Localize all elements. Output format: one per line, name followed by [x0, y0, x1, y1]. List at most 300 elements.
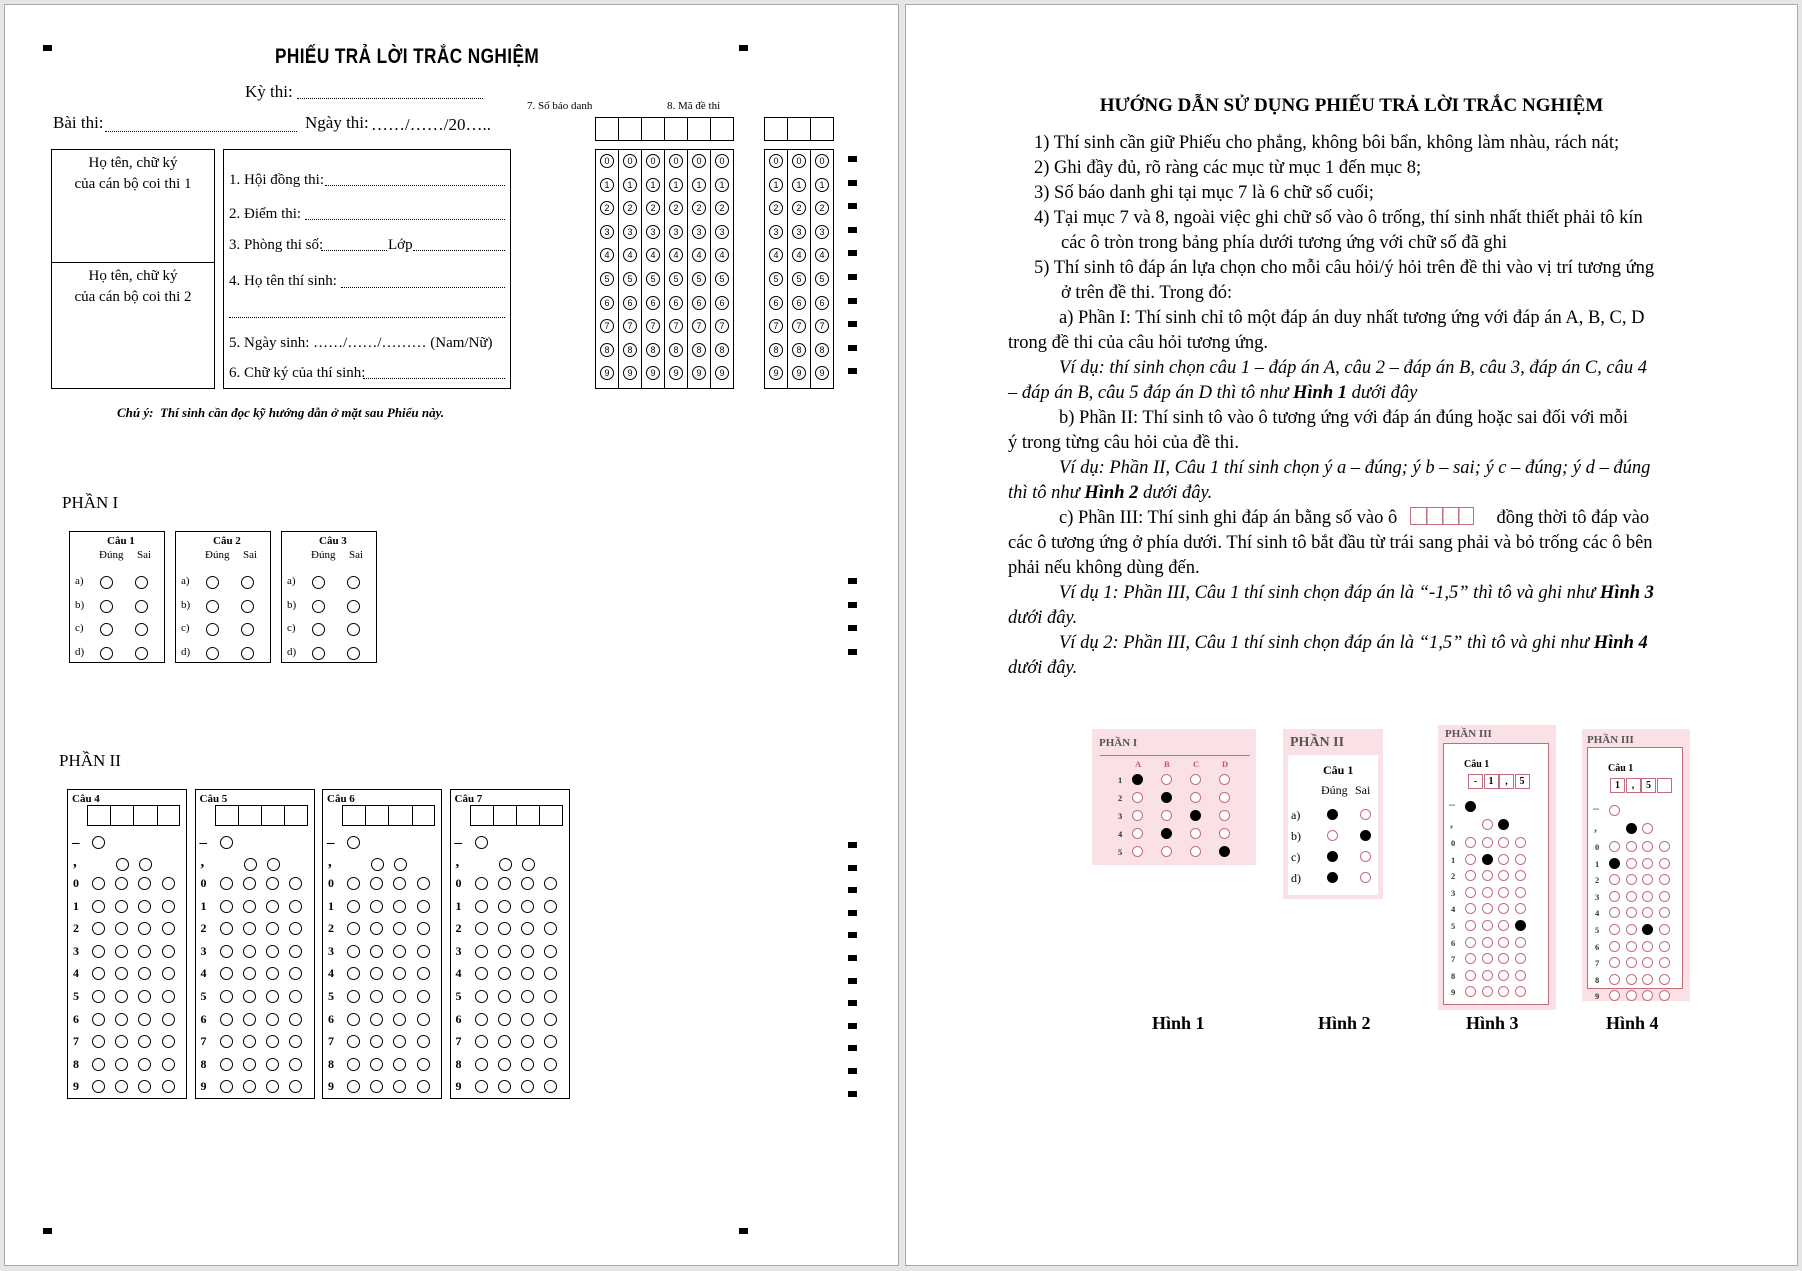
part2-digit-bubble[interactable] — [475, 945, 488, 958]
figure-digit-bubble — [1482, 903, 1493, 914]
part2-digit-bubble[interactable] — [347, 900, 360, 913]
guide-b-1: b) Phần II: Thí sinh tô vào ô tương ứng với đáp án đúng hoặc sai đối với mỗi — [1059, 408, 1629, 428]
sbd-bubble[interactable]: 0 — [715, 154, 729, 168]
part2-digit-bubble[interactable] — [475, 1080, 488, 1093]
part2-digit-bubble[interactable] — [92, 877, 105, 890]
part2-comma-bubble[interactable] — [394, 858, 407, 871]
part2-digit-bubble[interactable] — [498, 945, 511, 958]
ho-ten-label: 4. Họ tên thí sinh: — [229, 273, 337, 289]
made-bubble[interactable]: 5 — [792, 272, 806, 286]
figure-digit-bubble — [1659, 874, 1670, 885]
part2-digit-bubble[interactable] — [370, 945, 383, 958]
part1-dung-bubble[interactable] — [312, 576, 325, 589]
part2-digit-bubble[interactable] — [544, 1013, 557, 1026]
part2-digit-bubble[interactable] — [521, 990, 534, 1003]
part2-digit-bubble[interactable] — [266, 945, 279, 958]
part2-digit-bubble[interactable] — [347, 990, 360, 1003]
figure-write-box: - — [1468, 774, 1483, 789]
figure-digit-bubble — [1515, 986, 1526, 997]
part1-sai-bubble[interactable] — [347, 576, 360, 589]
part2-digit-bubble[interactable] — [266, 900, 279, 913]
part2-digit-bubble[interactable] — [417, 1013, 430, 1026]
part2-box-divider — [516, 805, 517, 826]
sbd-bubble[interactable]: 5 — [669, 272, 683, 286]
part2-digit-bubble[interactable] — [115, 1013, 128, 1026]
part2-digit-bubble[interactable] — [162, 990, 175, 1003]
made-write-boxes[interactable] — [764, 117, 834, 141]
made-bubble[interactable]: 0 — [815, 154, 829, 168]
part1-dung-bubble[interactable] — [206, 623, 219, 636]
part2-digit-bubble[interactable] — [220, 1035, 233, 1048]
part2-digit-bubble[interactable] — [417, 1035, 430, 1048]
part1-dung-bubble[interactable] — [312, 623, 325, 636]
part1-sai-bubble[interactable] — [135, 576, 148, 589]
sbd-bubble[interactable]: 2 — [715, 201, 729, 215]
part2-digit-bubble[interactable] — [243, 1035, 256, 1048]
part2-digit-bubble[interactable] — [521, 1058, 534, 1071]
part2-digit-bubble[interactable] — [289, 990, 302, 1003]
part2-digit-bubble[interactable] — [162, 1013, 175, 1026]
part2-digit-bubble[interactable] — [115, 945, 128, 958]
part2-digit-bubble[interactable] — [289, 877, 302, 890]
part1-dung-bubble[interactable] — [312, 600, 325, 613]
part2-digit-label: 5 — [455, 989, 462, 1003]
part2-digit-bubble[interactable] — [521, 900, 534, 913]
part2-digit-bubble[interactable] — [162, 1058, 175, 1071]
made-bubble[interactable]: 3 — [815, 225, 829, 239]
part1-option-label: d) — [75, 645, 85, 658]
sbd-bubble[interactable]: 9 — [600, 366, 614, 380]
part2-digit-label: 1 — [328, 898, 334, 913]
part2-digit-bubble[interactable] — [544, 900, 557, 913]
part2-digit-bubble[interactable] — [243, 1058, 256, 1071]
part1-dung-bubble[interactable] — [100, 600, 113, 613]
part2-digit-bubble[interactable] — [475, 990, 488, 1003]
sbd-bubble[interactable]: 7 — [646, 319, 660, 333]
part2-digit-bubble[interactable] — [475, 967, 488, 980]
part2-digit-bubble[interactable] — [498, 922, 511, 935]
sbd-bubble[interactable]: 5 — [715, 272, 729, 286]
part1-sai-bubble[interactable] — [241, 647, 254, 660]
made-bubble[interactable]: 6 — [792, 296, 806, 310]
made-bubble[interactable]: 2 — [769, 201, 783, 215]
sbd-bubble[interactable]: 4 — [646, 248, 660, 262]
figure-digit-label: 2 — [1451, 871, 1456, 882]
part2-digit-bubble[interactable] — [266, 922, 279, 935]
sbd-bubble[interactable]: 5 — [646, 272, 660, 286]
guide-line-3: 3) Số báo danh ghi tại mục 7 là 6 chữ số cuối; — [1034, 183, 1374, 203]
figure-digit-bubble — [1498, 854, 1509, 865]
part2-digit-bubble[interactable] — [498, 1058, 511, 1071]
part2-question-box — [195, 789, 315, 1099]
figure-2-bubble — [1327, 851, 1338, 862]
part2-digit-bubble[interactable] — [92, 990, 105, 1003]
sbd-bubble[interactable]: 3 — [692, 225, 706, 239]
sbd-bubble[interactable]: 1 — [669, 178, 683, 192]
figure-2-bubble — [1360, 809, 1371, 820]
part2-digit-label: 2 — [73, 921, 79, 936]
lop-field[interactable] — [413, 250, 505, 251]
part2-digit-label: 1 — [200, 898, 207, 913]
made-bubble[interactable]: 7 — [815, 319, 829, 333]
made-bubble[interactable]: 0 — [792, 154, 806, 168]
part2-digit-bubble[interactable] — [138, 1013, 151, 1026]
made-bubble[interactable]: 8 — [792, 343, 806, 357]
sbd-bubble[interactable]: 8 — [600, 343, 614, 357]
alignment-mark — [739, 1228, 748, 1234]
hoi-dong-field[interactable] — [325, 185, 505, 186]
part2-digit-bubble[interactable] — [417, 967, 430, 980]
part2-digit-bubble[interactable] — [393, 900, 406, 913]
part2-digit-bubble[interactable] — [370, 1013, 383, 1026]
part2-minus-bubble[interactable] — [347, 836, 360, 849]
sbd-bubble[interactable]: 3 — [646, 225, 660, 239]
made-bubble[interactable]: 9 — [815, 366, 829, 380]
sbd-bubble[interactable]: 4 — [692, 248, 706, 262]
sbd-bubble[interactable]: 0 — [623, 154, 637, 168]
sbd-bubble[interactable]: 6 — [646, 296, 660, 310]
ho-ten-field[interactable] — [341, 287, 505, 288]
figure-digit-bubble — [1642, 841, 1653, 852]
sbd-bubble[interactable]: 7 — [669, 319, 683, 333]
part2-digit-bubble[interactable] — [162, 877, 175, 890]
part1-option-label: b) — [75, 598, 85, 611]
part1-sai-bubble[interactable] — [135, 647, 148, 660]
part2-comma-bubble[interactable] — [139, 858, 152, 871]
part2-digit-bubble[interactable] — [417, 1080, 430, 1093]
sbd-bubble[interactable]: 5 — [692, 272, 706, 286]
sbd-bubble[interactable]: 5 — [600, 272, 614, 286]
part2-digit-bubble[interactable] — [162, 922, 175, 935]
part2-digit-bubble[interactable] — [266, 1058, 279, 1071]
part2-digit-bubble[interactable] — [370, 1058, 383, 1071]
part2-digit-bubble[interactable] — [544, 945, 557, 958]
figure-digit-bubble — [1659, 957, 1670, 968]
sbd-bubble[interactable]: 6 — [715, 296, 729, 310]
made-bubble[interactable]: 4 — [769, 248, 783, 262]
sbd-bubble[interactable]: 4 — [669, 248, 683, 262]
part2-digit-bubble[interactable] — [138, 900, 151, 913]
part2-comma-bubble[interactable] — [244, 858, 257, 871]
sbd-bubble[interactable]: 8 — [646, 343, 660, 357]
part2-minus-label: – — [199, 835, 207, 851]
figure-digit-bubble — [1498, 887, 1509, 898]
part1-dung-bubble[interactable] — [312, 647, 325, 660]
part2-digit-bubble[interactable] — [243, 1013, 256, 1026]
guide-c-1 — [1059, 506, 1649, 531]
sbd-bubble[interactable]: 1 — [715, 178, 729, 192]
sbd-bubble[interactable]: 7 — [623, 319, 637, 333]
guide-c-3: phải nếu không dùng đến. — [1008, 558, 1200, 578]
part2-comma-bubble[interactable] — [116, 858, 129, 871]
part2-digit-bubble[interactable] — [544, 990, 557, 1003]
part2-digit-bubble[interactable] — [498, 1035, 511, 1048]
sbd-bubble[interactable]: 5 — [623, 272, 637, 286]
part2-digit-bubble[interactable] — [417, 922, 430, 935]
made-bubble[interactable]: 6 — [815, 296, 829, 310]
part2-digit-bubble[interactable] — [220, 990, 233, 1003]
part2-digit-bubble[interactable] — [498, 877, 511, 890]
part2-digit-bubble[interactable] — [498, 990, 511, 1003]
sbd-bubble[interactable]: 0 — [600, 154, 614, 168]
part2-digit-bubble[interactable] — [115, 900, 128, 913]
sbd-bubble[interactable]: 3 — [669, 225, 683, 239]
part2-digit-bubble[interactable] — [266, 1035, 279, 1048]
ho-ten-field-2[interactable] — [229, 317, 505, 318]
sbd-bubble[interactable]: 7 — [692, 319, 706, 333]
part1-sai-bubble[interactable] — [347, 647, 360, 660]
sbd-bubble[interactable]: 0 — [646, 154, 660, 168]
made-bubble[interactable]: 1 — [769, 178, 783, 192]
part1-dung-bubble[interactable] — [206, 576, 219, 589]
part2-digit-bubble[interactable] — [115, 1058, 128, 1071]
part2-minus-bubble[interactable] — [92, 836, 105, 849]
part2-digit-bubble[interactable] — [475, 1013, 488, 1026]
sbd-bubble[interactable]: 9 — [692, 366, 706, 380]
part1-sai-bubble[interactable] — [241, 576, 254, 589]
part2-digit-bubble[interactable] — [370, 900, 383, 913]
made-bubble[interactable]: 0 — [769, 154, 783, 168]
made-bubble[interactable]: 9 — [769, 366, 783, 380]
part2-digit-bubble[interactable] — [243, 990, 256, 1003]
sbd-bubble[interactable]: 9 — [646, 366, 660, 380]
part2-digit-bubble[interactable] — [475, 900, 488, 913]
part2-digit-bubble[interactable] — [220, 945, 233, 958]
figure-digit-bubble — [1515, 937, 1526, 948]
figure-digit-label: 5 — [1451, 921, 1456, 931]
part1-sai-bubble[interactable] — [347, 600, 360, 613]
part2-comma-bubble[interactable] — [371, 858, 384, 871]
sbd-bubble[interactable]: 6 — [600, 296, 614, 310]
figure-digit-label: 0 — [1451, 838, 1456, 848]
part2-digit-bubble[interactable] — [347, 1013, 360, 1026]
sbd-bubble[interactable]: 9 — [715, 366, 729, 380]
made-bubble[interactable]: 4 — [792, 248, 806, 262]
part1-sai-bubble[interactable] — [135, 623, 148, 636]
part1-title: PHẦN I — [62, 493, 119, 512]
sbd-bubble[interactable]: 4 — [715, 248, 729, 262]
figure-digit-bubble — [1642, 941, 1653, 952]
figure-digit-bubble — [1498, 937, 1509, 948]
made-bubble[interactable]: 8 — [815, 343, 829, 357]
part2-comma-bubble[interactable] — [267, 858, 280, 871]
part2-digit-bubble[interactable] — [266, 1013, 279, 1026]
sbd-bubble[interactable]: 2 — [669, 201, 683, 215]
made-label: 8. Mã đề thi — [667, 100, 721, 112]
sbd-bubble[interactable]: 2 — [600, 201, 614, 215]
figure-2-bubble — [1327, 830, 1338, 841]
part2-digit-bubble[interactable] — [521, 922, 534, 935]
part2-digit-bubble[interactable] — [475, 922, 488, 935]
part2-digit-bubble[interactable] — [220, 877, 233, 890]
part2-minus-label: – — [327, 835, 335, 851]
made-bubble[interactable]: 7 — [792, 319, 806, 333]
part2-digit-bubble[interactable] — [92, 1058, 105, 1071]
figure-digit-label: 4 — [1451, 904, 1456, 915]
sbd-bubble[interactable]: 7 — [600, 319, 614, 333]
part2-digit-bubble[interactable] — [220, 1058, 233, 1071]
sbd-bubble[interactable]: 7 — [715, 319, 729, 333]
part1-sai-bubble[interactable] — [347, 623, 360, 636]
sbd-bubble[interactable]: 2 — [646, 201, 660, 215]
part2-digit-bubble[interactable] — [289, 900, 302, 913]
sbd-bubble[interactable]: 2 — [692, 201, 706, 215]
part2-digit-bubble[interactable] — [521, 1013, 534, 1026]
part2-digit-bubble[interactable] — [92, 1013, 105, 1026]
part2-digit-bubble[interactable] — [417, 877, 430, 890]
made-bubble[interactable]: 1 — [792, 178, 806, 192]
part2-digit-bubble[interactable] — [289, 1058, 302, 1071]
part2-digit-bubble[interactable] — [92, 900, 105, 913]
part2-digit-bubble[interactable] — [417, 990, 430, 1003]
part1-dung-bubble[interactable] — [100, 623, 113, 636]
sbd-bubble[interactable]: 9 — [623, 366, 637, 380]
part2-digit-bubble[interactable] — [498, 1013, 511, 1026]
part1-dung-bubble[interactable] — [100, 576, 113, 589]
part1-sai-bubble[interactable] — [241, 600, 254, 613]
sbd-bubble[interactable]: 3 — [600, 225, 614, 239]
chu-ky-field[interactable] — [363, 378, 505, 379]
sbd-bubble[interactable]: 8 — [623, 343, 637, 357]
sbd-bubble[interactable]: 8 — [669, 343, 683, 357]
phong-thi-field[interactable] — [321, 250, 387, 251]
part2-digit-bubble[interactable] — [162, 1080, 175, 1093]
sbd-bubble[interactable]: 0 — [669, 154, 683, 168]
sbd-bubble[interactable]: 6 — [623, 296, 637, 310]
part2-digit-bubble[interactable] — [266, 990, 279, 1003]
sbd-bubble[interactable]: 1 — [646, 178, 660, 192]
part2-digit-bubble[interactable] — [243, 922, 256, 935]
part2-digit-bubble[interactable] — [162, 967, 175, 980]
part2-comma-bubble[interactable] — [522, 858, 535, 871]
part1-sai-label: Sai — [137, 549, 152, 561]
made-bubble[interactable]: 3 — [769, 225, 783, 239]
ky-thi-field[interactable] — [297, 98, 483, 99]
part2-digit-label: 5 — [73, 989, 79, 1003]
part2-digit-bubble[interactable] — [417, 945, 430, 958]
sbd-bubble[interactable]: 8 — [692, 343, 706, 357]
figure-2-bubble — [1360, 872, 1371, 883]
made-bubble[interactable]: 2 — [815, 201, 829, 215]
part2-digit-bubble[interactable] — [417, 1058, 430, 1071]
part2-digit-bubble[interactable] — [347, 1058, 360, 1071]
made-bubble[interactable]: 7 — [769, 319, 783, 333]
figure-digit-bubble — [1482, 937, 1493, 948]
sbd-bubble[interactable]: 3 — [715, 225, 729, 239]
part2-minus-bubble[interactable] — [475, 836, 488, 849]
part2-digit-bubble[interactable] — [92, 945, 105, 958]
part1-dung-bubble[interactable] — [206, 647, 219, 660]
part2-comma-bubble[interactable] — [499, 858, 512, 871]
figure-minus: – — [1593, 801, 1599, 815]
part2-digit-bubble[interactable] — [243, 900, 256, 913]
part2-minus-bubble[interactable] — [220, 836, 233, 849]
ngay-sinh-label[interactable]: 5. Ngày sinh: ……/……/……… (Nam/Nữ) — [229, 335, 493, 351]
sbd-bubble[interactable]: 1 — [692, 178, 706, 192]
made-bubble[interactable]: 3 — [792, 225, 806, 239]
part2-digit-bubble[interactable] — [347, 877, 360, 890]
part2-digit-bubble[interactable] — [220, 967, 233, 980]
part2-digit-bubble[interactable] — [162, 900, 175, 913]
part1-dung-bubble[interactable] — [100, 647, 113, 660]
bai-thi-field[interactable] — [105, 131, 297, 132]
made-bubble[interactable]: 6 — [769, 296, 783, 310]
figure-digit-bubble — [1515, 953, 1526, 964]
part2-digit-bubble[interactable] — [475, 1058, 488, 1071]
sbd-bubble[interactable]: 1 — [623, 178, 637, 192]
made-bubble[interactable]: 4 — [815, 248, 829, 262]
sbd-bubble[interactable]: 8 — [715, 343, 729, 357]
made-bubble[interactable]: 8 — [769, 343, 783, 357]
part2-digit-bubble[interactable] — [266, 877, 279, 890]
part2-digit-bubble[interactable] — [289, 945, 302, 958]
part2-digit-bubble[interactable] — [289, 1013, 302, 1026]
made-bubble[interactable]: 5 — [815, 272, 829, 286]
part2-digit-bubble[interactable] — [243, 877, 256, 890]
figure-digit-bubble — [1609, 924, 1620, 935]
part2-digit-bubble[interactable] — [417, 900, 430, 913]
part2-box-divider — [539, 805, 540, 826]
made-bubble[interactable]: 5 — [769, 272, 783, 286]
figure-digit-bubble — [1515, 920, 1526, 931]
made-bubble[interactable]: 9 — [792, 366, 806, 380]
part2-digit-bubble[interactable] — [521, 1035, 534, 1048]
part2-digit-bubble[interactable] — [243, 945, 256, 958]
sbd-bubble[interactable]: 4 — [600, 248, 614, 262]
part2-digit-bubble[interactable] — [393, 1013, 406, 1026]
sbd-bubble[interactable]: 2 — [623, 201, 637, 215]
figure-2 — [1283, 729, 1383, 899]
part1-sai-bubble[interactable] — [135, 600, 148, 613]
part2-digit-bubble[interactable] — [544, 1058, 557, 1071]
made-bubble[interactable]: 1 — [815, 178, 829, 192]
diem-thi-field[interactable] — [305, 219, 505, 220]
part2-digit-bubble[interactable] — [162, 945, 175, 958]
part2-digit-bubble[interactable] — [220, 922, 233, 935]
part1-dung-bubble[interactable] — [206, 600, 219, 613]
figure-digit-bubble — [1626, 874, 1637, 885]
sbd-bubble[interactable]: 9 — [669, 366, 683, 380]
sbd-bubble[interactable]: 0 — [692, 154, 706, 168]
sbd-bubble[interactable]: 3 — [623, 225, 637, 239]
ngay-thi-value[interactable]: ……/……/20….. — [371, 115, 491, 134]
figure-digit-bubble — [1482, 970, 1493, 981]
part2-digit-bubble[interactable] — [544, 877, 557, 890]
part2-digit-bubble[interactable] — [220, 1013, 233, 1026]
part2-digit-bubble[interactable] — [347, 945, 360, 958]
part2-digit-bubble[interactable] — [475, 1035, 488, 1048]
sbd-bubble[interactable]: 4 — [623, 248, 637, 262]
timing-mark — [848, 865, 857, 871]
part2-digit-bubble[interactable] — [475, 877, 488, 890]
sbd-bubble[interactable]: 6 — [692, 296, 706, 310]
figure-write-box: , — [1626, 778, 1641, 793]
figure-2-option: d) — [1291, 871, 1301, 885]
part2-digit-bubble[interactable] — [521, 877, 534, 890]
part2-digit-bubble[interactable] — [220, 1080, 233, 1093]
guide-b-4-post: dưới đây. — [1143, 483, 1213, 503]
part2-digit-bubble[interactable] — [220, 900, 233, 913]
figure-1-bubble — [1161, 810, 1172, 821]
part2-digit-bubble[interactable] — [162, 1035, 175, 1048]
part1-sai-bubble[interactable] — [241, 623, 254, 636]
sbd-bubble[interactable]: 6 — [669, 296, 683, 310]
made-bubble[interactable]: 2 — [792, 201, 806, 215]
sbd-bubble[interactable]: 1 — [600, 178, 614, 192]
figure-4-caption: Hình 4 — [1606, 1013, 1659, 1033]
part2-digit-bubble[interactable] — [521, 945, 534, 958]
part2-digit-bubble[interactable] — [498, 900, 511, 913]
